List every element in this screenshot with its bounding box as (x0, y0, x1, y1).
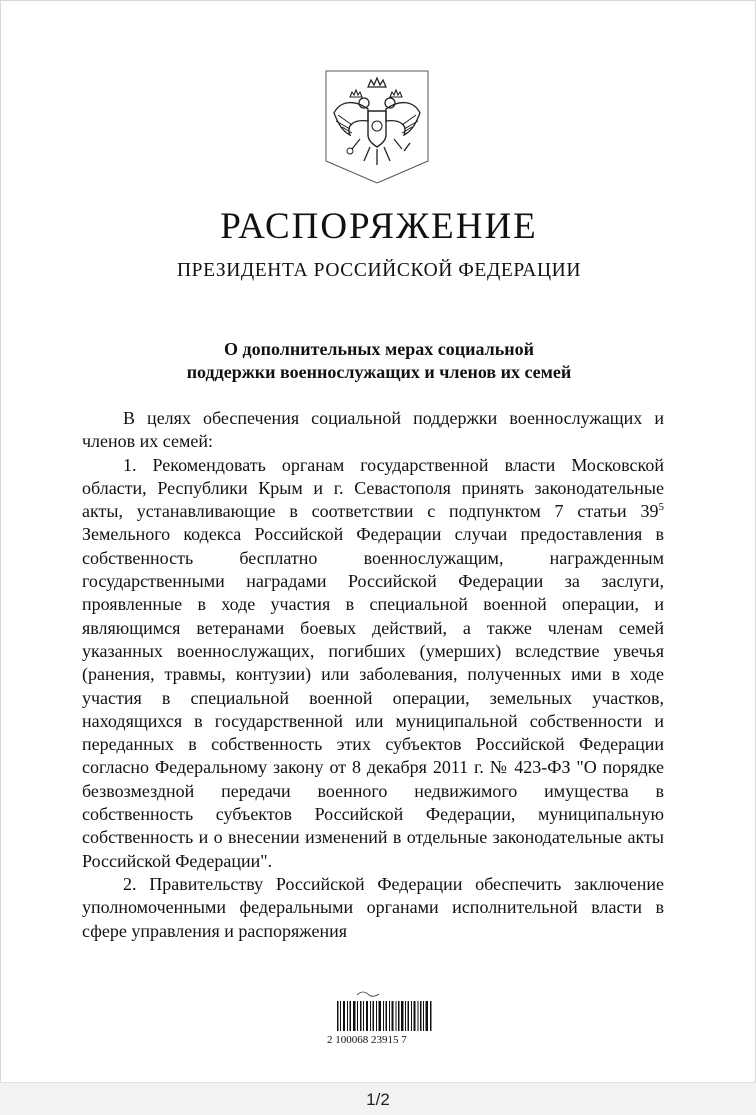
page-indicator-bar (0, 1082, 756, 1115)
heading-line-1: О дополнительных мерах социальной (224, 339, 534, 359)
item-1-text-b: Земельного кодекса Российской Федерации случаи предоставления в собственность бесплатно военнослужащим, награжденным государственными наградами Российской Федерации за заслуги, проявленные в ходе участия в специальной военной операции, и являющимся ветеранами боевых действий, а также членам семей указанных военнослужащих, погибших (умерших) вследствие увечья (ранения, травмы, контузии) или заболевания, полученных ими в ходе участия в специальной военной операции, земельных участков, находящихся в государственной или муниципальной собственности и переданных в собственность этих субъектов Российской Федерации согласно Федеральному закону от 8 декабря 2011 г. № 423-ФЗ "О порядке безвозмездной передачи военного недвижимого имущества в собственность субъектов Российской Федерации, муниципальную собственность и о внесении изменений в отдельные законодательные акты Российской Федерации". (82, 524, 664, 871)
item-2-paragraph: 2. Правительству Российской Федерации обеспечить заключение уполномоченными федеральными органами исполнительной власти в сфере управления и распоряжения (82, 873, 664, 941)
coat-of-arms-emblem (324, 69, 430, 185)
document-body (82, 407, 664, 943)
article-superscript: 5 (658, 501, 664, 514)
document-subtitle: ПРЕЗИДЕНТА РОССИЙСКОЙ ФЕДЕРАЦИИ (176, 260, 582, 281)
document-heading (1, 338, 756, 384)
heading-line-2: поддержки военнослужащих и членов их семей (186, 362, 572, 382)
document-title: РАСПОРЯЖЕНИЕ (220, 206, 538, 247)
barcode-number: 2 100068 23915 7 (327, 1034, 407, 1046)
intro-paragraph: В целях обеспечения социальной поддержки военнослужащих и членов их семей: (82, 408, 664, 452)
item-1-paragraph (82, 454, 664, 873)
item-1-text-a: 1. Рекомендовать органам государственной власти Московской области, Республики Крым и г. Севастополя принять законодательные акты, устанавливающие в соответствии с подпунктом 7 статьи 39 (82, 454, 664, 522)
page-indicator: 1/2 (366, 1090, 390, 1109)
